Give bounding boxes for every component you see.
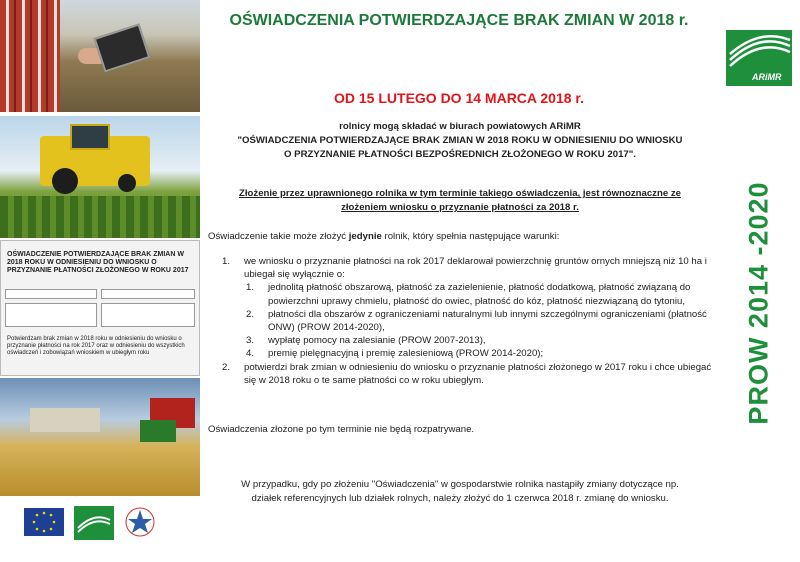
photo-grain-harvest [0, 378, 200, 496]
wheel [118, 174, 136, 192]
logos-svg [8, 502, 198, 552]
sub-list-item-text: jednolitą płatność obszarową, płatność za zazielenienie, płatność dodatkową, płatność związaną do powierzchni uprawy chmielu, płatność do owiec, płatność do kóz, płatność niezwiązaną do tytoniu, [268, 282, 691, 307]
sub-list-number: 1. [246, 282, 255, 294]
plaid-shirt [0, 0, 60, 112]
equivalence-line: złożeniem wniosku o przyznanie płatności za 2018 r. [341, 202, 579, 213]
sub-list-item-text: premię pielęgnacyjną i premię zalesieniową (PROW 2014-2020); [268, 348, 544, 360]
arimr-logo [722, 28, 796, 88]
intro-line: "OŚWIADCZENIA POTWIERDZAJĄCE BRAK ZMIAN W 2018 ROKU W ODNIESIENIU DO WNIOSKU [237, 135, 683, 146]
sub-list-number: 2. [246, 308, 255, 320]
conditions-intro [208, 230, 708, 243]
change-line: działek referencyjnych lub działek rolnych, należy złożyć do 1 czerwca 2018 r. zmianę do wniosku. [251, 493, 669, 504]
equivalence-line: Złożenie przez uprawnionego rolnika w tym terminie takiego oświadczenia, jest równoznaczne ze [239, 188, 681, 199]
photo-farmer-tablet [0, 0, 200, 112]
combine-cab [70, 124, 110, 150]
conditions-intro-text: rolnik, który spełnia następujące warunki: [381, 231, 560, 242]
funding-logos [8, 502, 198, 552]
list-item-text: potwierdzi brak zmian w odniesieniu do wniosku o przyznanie płatności złożonego w 2017 roku i chce ubiegać się w 2018 roku o te same płatności co w roku ubiegłym. [244, 361, 712, 386]
list-item-text: we wniosku o przyznanie płatności na rok 2017 deklarował powierzchnię gruntów ornych mniejszą niż 10 ha i ubiegał się wyłącznie o: [244, 256, 707, 281]
conditions-list [222, 255, 712, 387]
sub-list-number: 3. [246, 335, 255, 347]
sub-list-item [246, 308, 712, 334]
sub-list-item-text: wypłatę pomocy na zalesianie (PROW 2007-2013), [268, 335, 486, 347]
wheel [52, 168, 78, 194]
page-title: OŚWIADCZENIA POTWIERDZAJĄCE BRAK ZMIAN W 2018 r. [229, 12, 689, 29]
sub-list-number: 4. [246, 348, 255, 360]
intro-line: O PRZYZNANIE PŁATNOŚCI BEZPOŚREDNICH ZŁOŻONEGO W ROKU 2017". [284, 149, 636, 160]
prow-vertical-text: PROW 2014 -2020 [743, 181, 774, 425]
doc-field-box [5, 303, 97, 327]
photo-combine-harvester [0, 116, 200, 238]
intro-line: rolnicy mogą składać w biurach powiatowych ARiMR [339, 121, 581, 132]
doc-thumbnail-text: Potwierdzam brak zmian w 2018 roku w odniesieniu do wniosku o przyznanie płatności na rok 2017 oraz w odniesieniu do wszystkich oświadczeń i zobowiązań wnioskiem w ubiegłym roku [7, 336, 185, 356]
sub-list-item [246, 334, 712, 347]
harvester [30, 408, 100, 432]
conditions-intro-text: Oświadczenie takie może złożyć [208, 231, 349, 242]
conditions-intro-bold: jedynie [348, 231, 382, 242]
crop-field [0, 196, 200, 238]
list-number: 2. [222, 361, 231, 373]
document-thumbnail [0, 240, 200, 376]
change-line: W przypadku, gdy po złożeniu "Oświadczenia" w gospodarstwie rolnika nastąpiły zmiany dotyczące np. [241, 479, 679, 490]
rejected-notice: Oświadczenia złożone po tym terminie nie będą rozpatrywane. [208, 424, 475, 435]
equivalence-notice [210, 187, 710, 215]
list-number: 1. [222, 256, 231, 267]
doc-field-box [101, 289, 195, 299]
date-range: OD 15 LUTEGO DO 14 MARCA 2018 r. [334, 90, 584, 106]
green-tractor [140, 420, 176, 442]
doc-field-box [101, 303, 195, 327]
sub-list-item-text: płatności dla obszarów z ograniczeniami naturalnymi lub innymi szczególnymi ograniczeniami (płatność ONW) (PROW 2014-2020), [268, 308, 707, 334]
sub-list-item [246, 281, 712, 307]
list-item [222, 361, 712, 387]
arimr-logo-text: ARiMR [752, 72, 782, 82]
sub-list-item [246, 347, 712, 360]
tablet-device [94, 23, 151, 72]
change-notice [210, 478, 710, 506]
doc-field-box [5, 289, 97, 299]
doc-thumbnail-title: OŚWIADCZENIE POTWIERDZAJĄCE BRAK ZMIAN W 2018 ROKU W ODNIESIENIU DO WNIOSKU O PRZYZNANIE PŁATNOŚCI ZŁOŻONEGO W ROKU 2017 [7, 251, 189, 274]
intro-block [210, 120, 710, 162]
list-item [222, 255, 712, 281]
left-photo-column [0, 0, 200, 562]
